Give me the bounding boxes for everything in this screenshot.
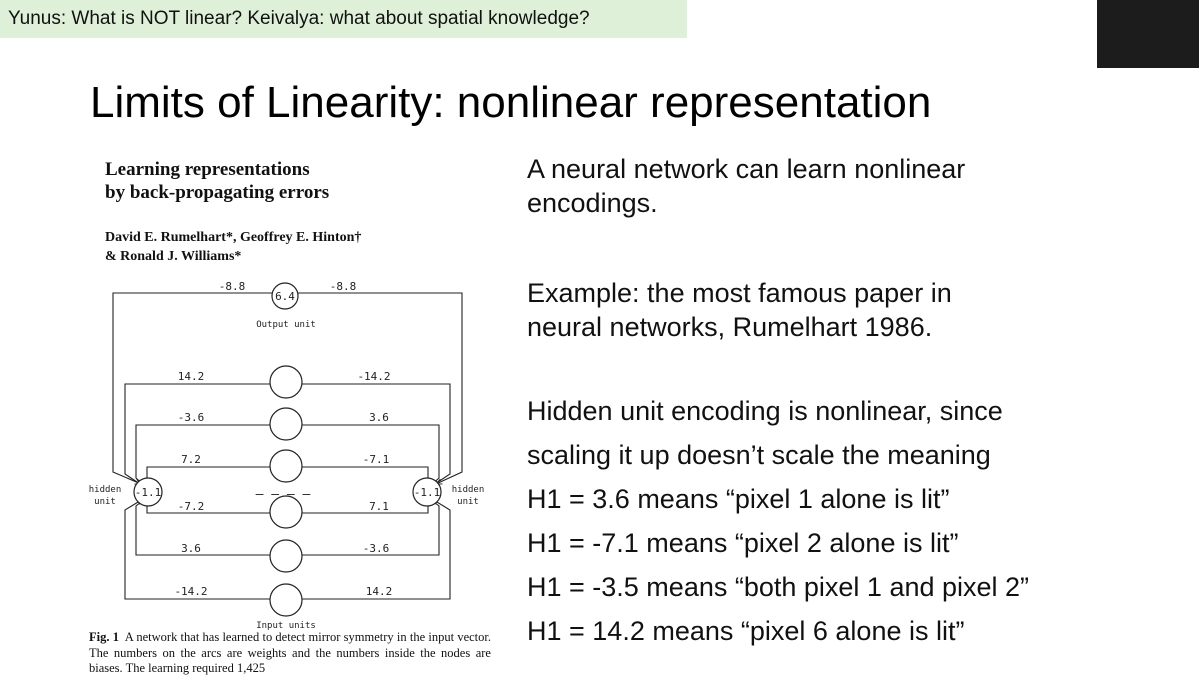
paper-title-line: Learning representations <box>105 159 310 180</box>
right-weight-4: 7.1 <box>369 500 389 513</box>
input-node-1 <box>270 366 302 398</box>
figure-caption-label: Fig. 1 <box>89 630 119 644</box>
hidden-encoding-line: Hidden unit encoding is nonlinear, since <box>527 396 1003 426</box>
hidden-right-label-1: hidden <box>451 485 485 495</box>
input-node-6 <box>270 584 302 616</box>
slide-title: Limits of Linearity: nonlinear representation <box>90 78 932 127</box>
right-weight-5: -3.6 <box>362 542 390 555</box>
right-weight-2: 3.6 <box>369 411 389 424</box>
left-weight-5: 3.6 <box>181 542 201 555</box>
intro-line: encodings. <box>527 188 658 218</box>
left-weight-2: -3.6 <box>177 411 205 424</box>
left-weight-6: -14.2 <box>174 585 208 598</box>
ellipsis-dashes: — — — — <box>255 487 311 502</box>
comment-note-text: Yunus: What is NOT linear? Keivalya: what about spatial knowledge? <box>8 8 590 29</box>
output-unit-label: Output unit <box>256 320 316 330</box>
hidden-right-label-2: unit <box>457 497 479 507</box>
input-node-5 <box>270 540 302 572</box>
hidden-encoding-line: H1 = 14.2 means “pixel 6 alone is lit” <box>527 616 965 646</box>
input-units-label: Input units <box>256 621 316 631</box>
hidden-encoding-line: scaling it up doesn’t scale the meaning <box>527 440 991 470</box>
figure-caption-text: A network that has learned to detect mirror symmetry in the input vector. The numbers on the arcs are weights and the numbers inside the nodes are biases. The learning required 1,425 <box>89 630 492 675</box>
right-arc-4 <box>302 497 428 513</box>
left-arc-4 <box>147 497 270 513</box>
hidden-left-label-2: unit <box>94 497 116 507</box>
input-node-3 <box>270 450 302 482</box>
right-arc-3 <box>302 467 428 488</box>
left-weight-3: 7.2 <box>181 453 201 466</box>
example-line: neural networks, Rumelhart 1986. <box>527 312 933 342</box>
hidden-right-bias: -1.1 <box>413 486 441 499</box>
right-weight-6: 14.2 <box>365 585 393 598</box>
input-node-2 <box>270 408 302 440</box>
paper-authors-line: David E. Rumelhart*, Geoffrey E. Hinton† <box>105 230 362 245</box>
left-arc-3 <box>147 467 270 488</box>
hidden-encoding-line: H1 = -7.1 means “pixel 2 alone is lit” <box>527 528 959 558</box>
paper-title-line: by back-propagating errors <box>105 182 330 203</box>
example-line: Example: the most famous paper in <box>527 278 952 308</box>
hidden-left-bias: -1.1 <box>134 486 162 499</box>
hidden-left-label-1: hidden <box>88 485 122 495</box>
left-arc-2 <box>136 425 270 487</box>
right-weight-3: -7.1 <box>362 453 390 466</box>
hidden-encoding-line: H1 = 3.6 means “pixel 1 alone is lit” <box>527 484 950 514</box>
hidden-encoding-line: H1 = -3.5 means “both pixel 1 and pixel 2” <box>527 572 1030 602</box>
output-node-bias: 6.4 <box>275 290 295 303</box>
output-weight-right: -8.8 <box>329 280 357 293</box>
left-weight-1: 14.2 <box>177 370 205 383</box>
output-weight-left: -8.8 <box>218 280 246 293</box>
left-weight-4: -7.2 <box>177 500 205 513</box>
paper-authors-line: & Ronald J. Williams* <box>105 249 242 264</box>
right-weight-1: -14.2 <box>357 370 391 383</box>
intro-line: A neural network can learn nonlinear <box>527 154 966 184</box>
